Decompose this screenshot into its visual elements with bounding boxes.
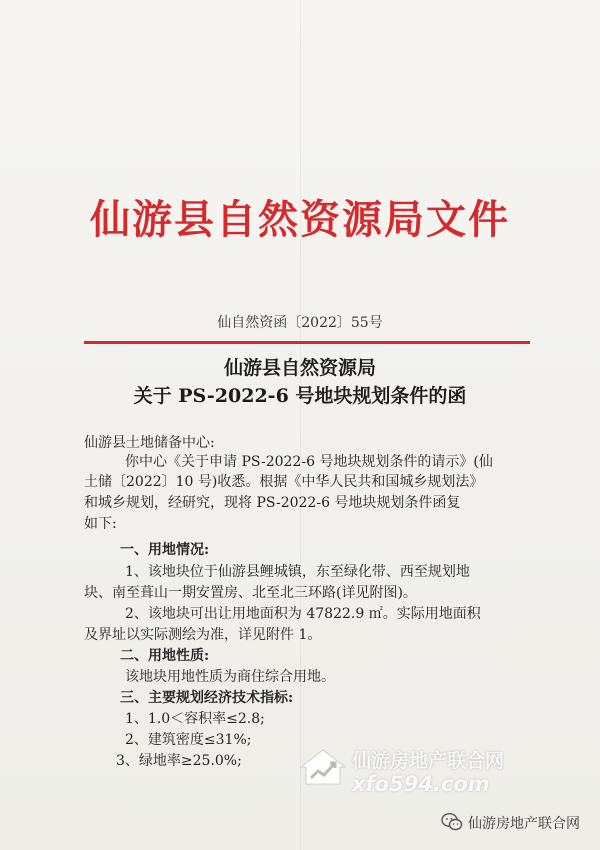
section2-text: 该地块用地性质为商住综合用地。	[125, 669, 335, 685]
body-line: 和城乡规划，经研究，现将 PS-2022-6 号地块规划条件函复	[84, 495, 461, 511]
section1-heading: 一、用地情况:	[120, 542, 210, 558]
document-header-title: 仙游县自然资源局文件	[90, 196, 510, 243]
body-line: 土储〔2022〕10 号)收悉。根据《中华人民共和国城乡规划法》	[84, 474, 484, 490]
section3-item: 2、建筑密度≤31%;	[125, 732, 252, 748]
wechat-account-label: 仙游房地产联合网	[468, 816, 580, 832]
wechat-icon	[441, 812, 463, 832]
body-line: 你中心《关于申请 PS-2022-6 号地块规划条件的请示》(仙	[125, 454, 493, 470]
section1-item1-line2: 块、南至葺山一期安置房、北至北三环路(详见附图)。	[84, 585, 417, 601]
section2-heading: 二、用地性质:	[120, 648, 210, 664]
letter-title-line1: 仙游县自然资源局	[223, 357, 376, 379]
header-red-rule	[84, 341, 530, 344]
recipient: 仙游县土地储备中心:	[84, 435, 215, 451]
watermark-url: xfo594.com	[352, 772, 490, 796]
section3-item: 3、绿地率≥25.0%;	[116, 753, 242, 769]
section3-heading: 三、主要规划经济技术指标:	[120, 690, 294, 706]
section1-item2-line1: 2、该地块可出让用地面积为 47822.9 ㎡。实际用地面积	[125, 606, 481, 622]
watermark-name: 仙游房地产联合网	[352, 750, 505, 772]
body-line: 如下:	[84, 516, 117, 532]
section1-item1-line1: 1、该地块位于仙游县鲤城镇，东至绿化带、西至规划地	[125, 564, 470, 580]
document-number: 仙自然资函〔2022〕55号	[217, 315, 383, 331]
house-chart-logo-icon	[296, 747, 350, 787]
section3-item: 1、1.0＜容积率≤2.8;	[125, 711, 265, 727]
section1-item2-line2: 及界址以实际测绘为准，详见附件 1。	[84, 627, 322, 643]
letter-title-line2: 关于 PS-2022-6 号地块规划条件的函	[133, 385, 467, 407]
paper-fold	[300, 0, 301, 850]
